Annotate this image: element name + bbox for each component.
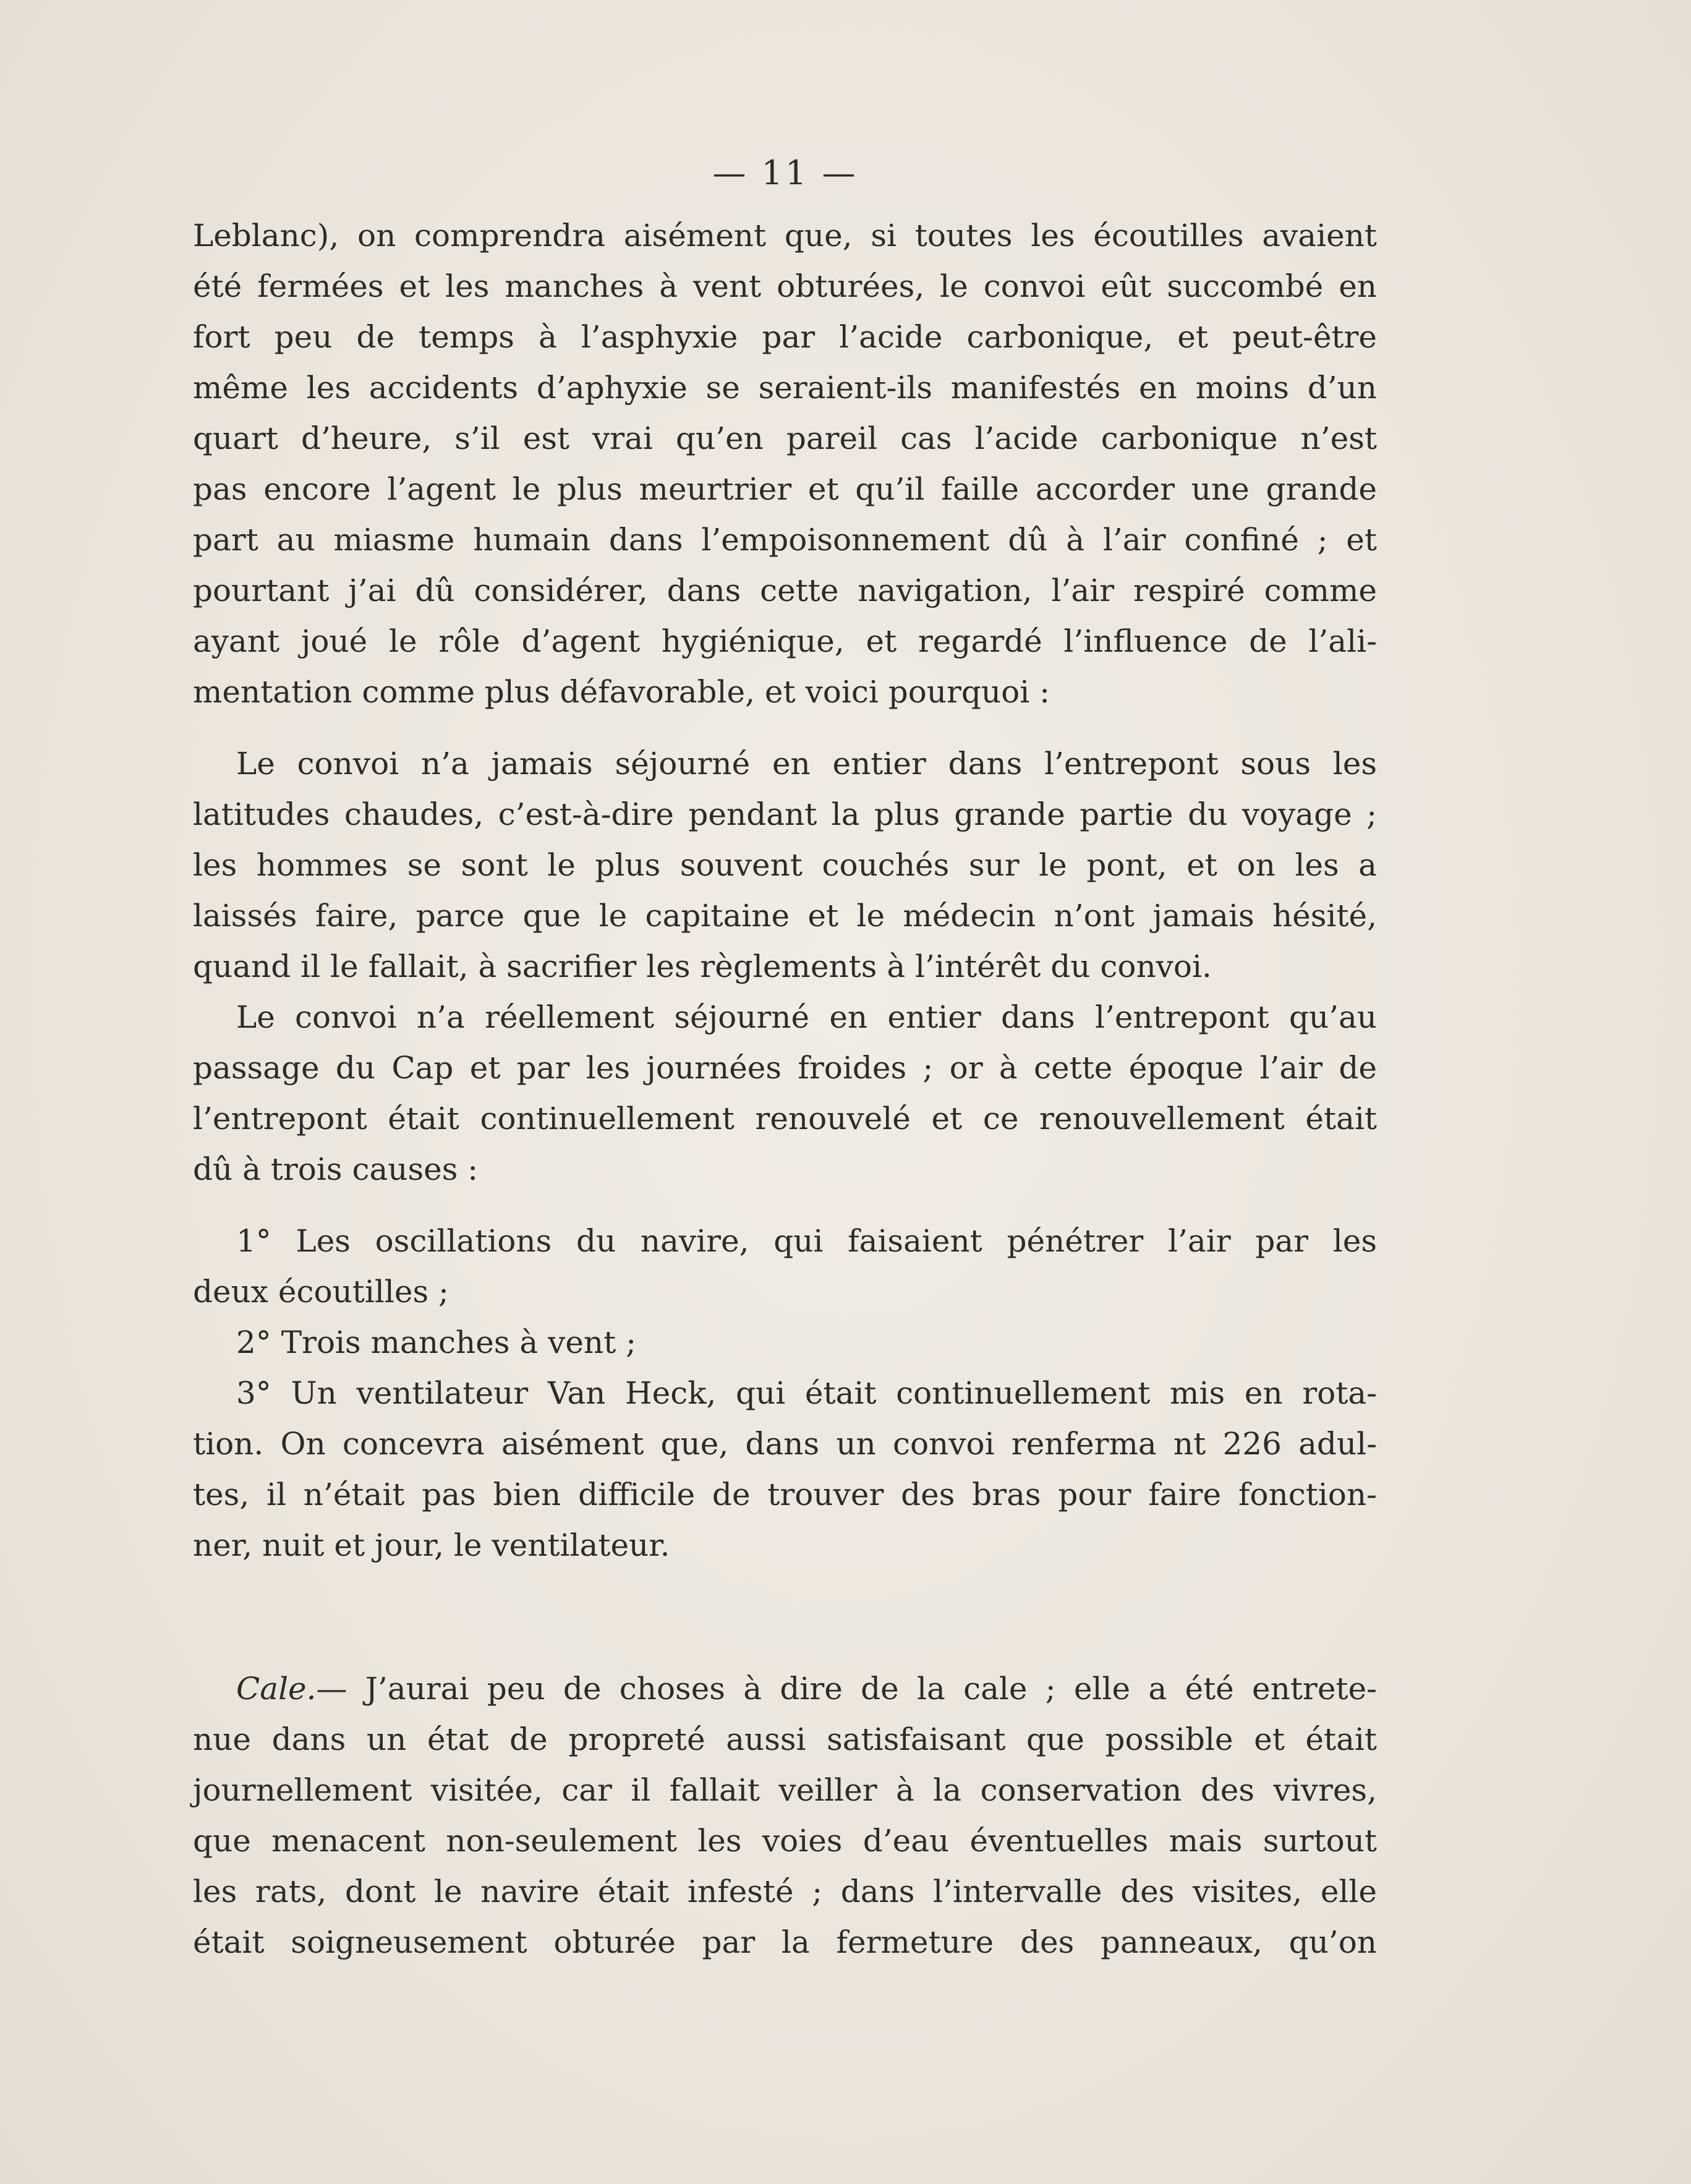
text-line (193, 1663, 1377, 1714)
paragraph-continuation (193, 210, 1377, 717)
text-line: 1° Les oscillations du navire, qui faisaient pénétrer l’air par les (236, 1223, 1377, 1259)
section-heading: Cale. (236, 1671, 317, 1707)
text-line: tion. On concevra aisément que, dans un convoi renferma nt 226 adul- (193, 1426, 1377, 1462)
text-line: Leblanc), on comprendra aisément que, si toutes les écoutilles avaient (193, 218, 1377, 254)
text-line: pourtant j’ai dû considérer, dans cette navigation, l’air respiré comme (193, 573, 1377, 608)
text-line: 2° Trois manches à vent ; (236, 1324, 636, 1360)
text-line: les rats, dont le navire était infesté ; dans l’intervalle des visites, elle (193, 1874, 1377, 1909)
text-line: journellement visitée, car il fallait veiller à la conservation des vivres, (193, 1772, 1377, 1808)
text-line: mentation comme plus défavorable, et voici pourquoi : (193, 674, 1050, 710)
text-line: pas encore l’agent le plus meurtrier et qu’il faille accorder une grande (193, 471, 1377, 507)
list-item (193, 1216, 1377, 1317)
body-text (193, 210, 1377, 1968)
text-line: dû à trois causes : (193, 1151, 479, 1187)
text-line: était soigneusement obturée par la fermeture des panneaux, qu’on (193, 1924, 1377, 1960)
section-first-line: — J’aurai peu de choses à dire de la cale ; elle a été entrete- (316, 1671, 1377, 1707)
text-line: que menacent non-seulement les voies d’eau éventuelles mais surtout (193, 1823, 1377, 1859)
section-cale (193, 1663, 1377, 1968)
list-item (193, 1368, 1377, 1571)
paragraph-convoi-pont (193, 738, 1377, 992)
list-item (193, 1317, 1377, 1368)
text-line: laissés faire, parce que le capitaine et le médecin n’ont jamais hésité, (193, 898, 1377, 934)
text-line: 3° Un ventilateur Van Heck, qui était continuellement mis en rota- (236, 1375, 1377, 1411)
text-line: tes, il n’était pas bien difficile de trouver des bras pour faire fonction- (193, 1477, 1377, 1512)
text-line: été fermées et les manches à vent obturées, le convoi eût succombé en (193, 268, 1377, 304)
text-line: Le convoi n’a jamais séjourné en entier dans l’entrepont sous les (236, 746, 1377, 782)
text-line: nue dans un état de propreté aussi satisfaisant que possible et était (193, 1721, 1377, 1757)
text-line: fort peu de temps à l’asphyxie par l’acide carbonique, et peut-être (193, 319, 1377, 355)
text-line: quart d’heure, s’il est vrai qu’en pareil cas l’acide carbonique n’est (193, 420, 1377, 456)
paragraph-convoi-entrepont (193, 992, 1377, 1195)
text-line: même les accidents d’aphyxie se seraient-ils manifestés en moins d’un (193, 370, 1377, 406)
text-line: passage du Cap et par les journées froides ; or à cette époque l’air de (193, 1050, 1377, 1086)
text-line: deux écoutilles ; (193, 1274, 449, 1310)
causes-list (193, 1216, 1377, 1571)
page-number: — 11 — (712, 153, 858, 192)
text-line: ayant joué le rôle d’agent hygiénique, et regardé l’influence de l’ali- (193, 623, 1377, 659)
text-line: les hommes se sont le plus souvent couchés sur le pont, et on les a (193, 847, 1377, 883)
text-line: l’entrepont était continuellement renouvelé et ce renouvellement était (193, 1101, 1377, 1137)
text-line: part au miasme humain dans l’empoisonnement dû à l’air confiné ; et (193, 522, 1377, 558)
text-line: ner, nuit et jour, le ventilateur. (193, 1527, 670, 1563)
text-line: latitudes chaudes, c’est-à-dire pendant la plus grande partie du voyage ; (193, 796, 1377, 832)
text-line: quand il le fallait, à sacrifier les règlements à l’intérêt du convoi. (193, 949, 1212, 984)
text-line: Le convoi n’a réellement séjourné en entier dans l’entrepont qu’au (236, 999, 1377, 1035)
